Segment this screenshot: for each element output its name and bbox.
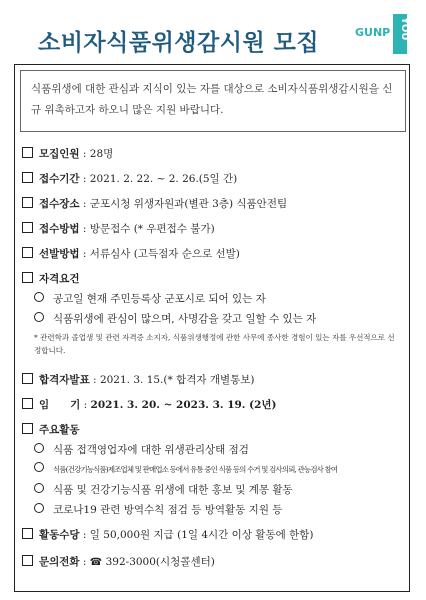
allowance-label: 활동수당 (39, 529, 80, 541)
recruit-row: 모집인원 : 28명 (22, 146, 113, 161)
contact-row: 문의전화 : ☎ 392-3000(시청콜센터) (22, 554, 215, 569)
circle-bullet-icon (34, 483, 44, 493)
duty-item (34, 442, 249, 457)
duty-text: 식품 및 건강기능식품 위생에 대한 홍보 및 계몽 활동 (53, 484, 293, 496)
circle-bullet-icon (34, 292, 44, 302)
recruit-label: 모집인원 (39, 148, 80, 160)
duty-item (34, 462, 397, 475)
checkbox-icon (22, 272, 33, 283)
place-label: 접수장소 (39, 198, 80, 210)
duty-text: 식품 접객영업자에 대한 위생관리상태 점검 (53, 444, 249, 456)
period-label: 접수기간 (39, 173, 80, 185)
circle-bullet-icon (34, 443, 44, 453)
allowance-value: 일 50,000원 지급 (1일 4시간 이상 활동에 한함) (89, 529, 314, 541)
logo-you-text: YOU (399, 17, 410, 41)
qualification-text: 공고일 현재 주민등록상 군포시로 되어 있는 자 (53, 293, 266, 305)
term-value: 2021. 3. 20. ~ 2023. 3. 19. (2년) (90, 399, 277, 411)
selection-row: 선발방법 : 서류심사 (고득점자 순으로 선발) (22, 246, 240, 261)
intro-text: 식품위생에 대한 관심과 지식이 있는 자를 대상으로 소비자식품위생감시원을 신규 위촉하고자 하오니 많은 지원 바랍니다. (31, 83, 393, 116)
duty-text: 코로나19 관련 방역수칙 점검 등 방역활동 지원 등 (53, 504, 283, 516)
period-value: 2021. 2. 22. ~ 2. 26.(5일 간) (89, 173, 238, 185)
duty-item (34, 482, 293, 497)
checkbox-icon (22, 398, 33, 409)
announce-value: 2021. 3. 15.(* 합격자 개별통보) (99, 374, 255, 386)
contact-value: 392-3000(시청콜센터) (105, 556, 215, 568)
circle-bullet-icon (34, 462, 44, 472)
checkbox-icon (22, 423, 33, 434)
page-title: 소비자식품위생감시원 모집 (38, 30, 320, 56)
circle-bullet-icon (34, 312, 44, 322)
announce-label: 합격자발표 (39, 374, 90, 386)
qualification-row (22, 271, 80, 286)
recruit-value: 28명 (89, 148, 114, 160)
checkbox-icon (22, 147, 33, 158)
checkbox-icon (22, 247, 33, 258)
checkbox-icon (22, 555, 33, 566)
selection-value: 서류심사 (고득점자 순으로 선발) (89, 248, 240, 260)
checkbox-icon (22, 222, 33, 233)
qualification-item (34, 311, 316, 326)
qualification-text: 식품위생에 관심이 많으며, 사명감을 갖고 일할 수 있는 자 (53, 313, 317, 325)
circle-bullet-icon (34, 503, 44, 513)
period-row: 접수기간 : 2021. 2. 22. ~ 2. 26.(5일 간) (22, 171, 237, 186)
checkbox-icon (22, 528, 33, 539)
checkbox-icon (22, 172, 33, 183)
duties-row (22, 422, 80, 437)
checkbox-icon (22, 373, 33, 384)
method-value: 방문접수 (* 우편접수 불가) (89, 223, 215, 235)
selection-label: 선발방법 (39, 248, 80, 260)
place-value: 군포시청 위생자원과(별관 3층) 식품안전팀 (89, 198, 288, 210)
contact-label: 문의전화 (39, 556, 80, 568)
gunpo-logo (355, 14, 415, 54)
logo-text: GUNP (355, 26, 391, 39)
qualification-item (34, 291, 266, 306)
phone-icon: ☎ (89, 557, 103, 568)
duties-label: 주요활동 (39, 424, 80, 436)
duty-text: 식품(건강기능식품)제조업체 및 판매업소 등에서 유통 중인 식품 등의 수거 및 검사의뢰, 관능검사 참여 (53, 465, 338, 474)
intro-box (20, 70, 406, 132)
qualification-note: * 관련학과 졸업생 및 관련 자격증 소지자, 식품위생행정에 관한 사무에 종사한 경험이 있는 자를 우선적으로 선정합니다. (34, 333, 395, 355)
place-row: 접수장소 : 군포시청 위생자원과(별관 3층) 식품안전팀 (22, 196, 287, 211)
qualification-label: 자격요건 (39, 273, 80, 285)
duty-item (34, 502, 282, 517)
announce-row: 합격자발표 : 2021. 3. 15.(* 합격자 개별통보) (22, 372, 255, 387)
term-label: 임 기 (39, 399, 81, 411)
allowance-row: 활동수당 : 일 50,000원 지급 (1일 4시간 이상 활동에 한함) (22, 527, 313, 542)
term-row: 임 기 : 2021. 3. 20. ~ 2023. 3. 19. (2년) (22, 397, 277, 412)
method-row: 접수방법 : 방문접수 (* 우편접수 불가) (22, 221, 215, 236)
checkbox-icon (22, 197, 33, 208)
method-label: 접수방법 (39, 223, 80, 235)
